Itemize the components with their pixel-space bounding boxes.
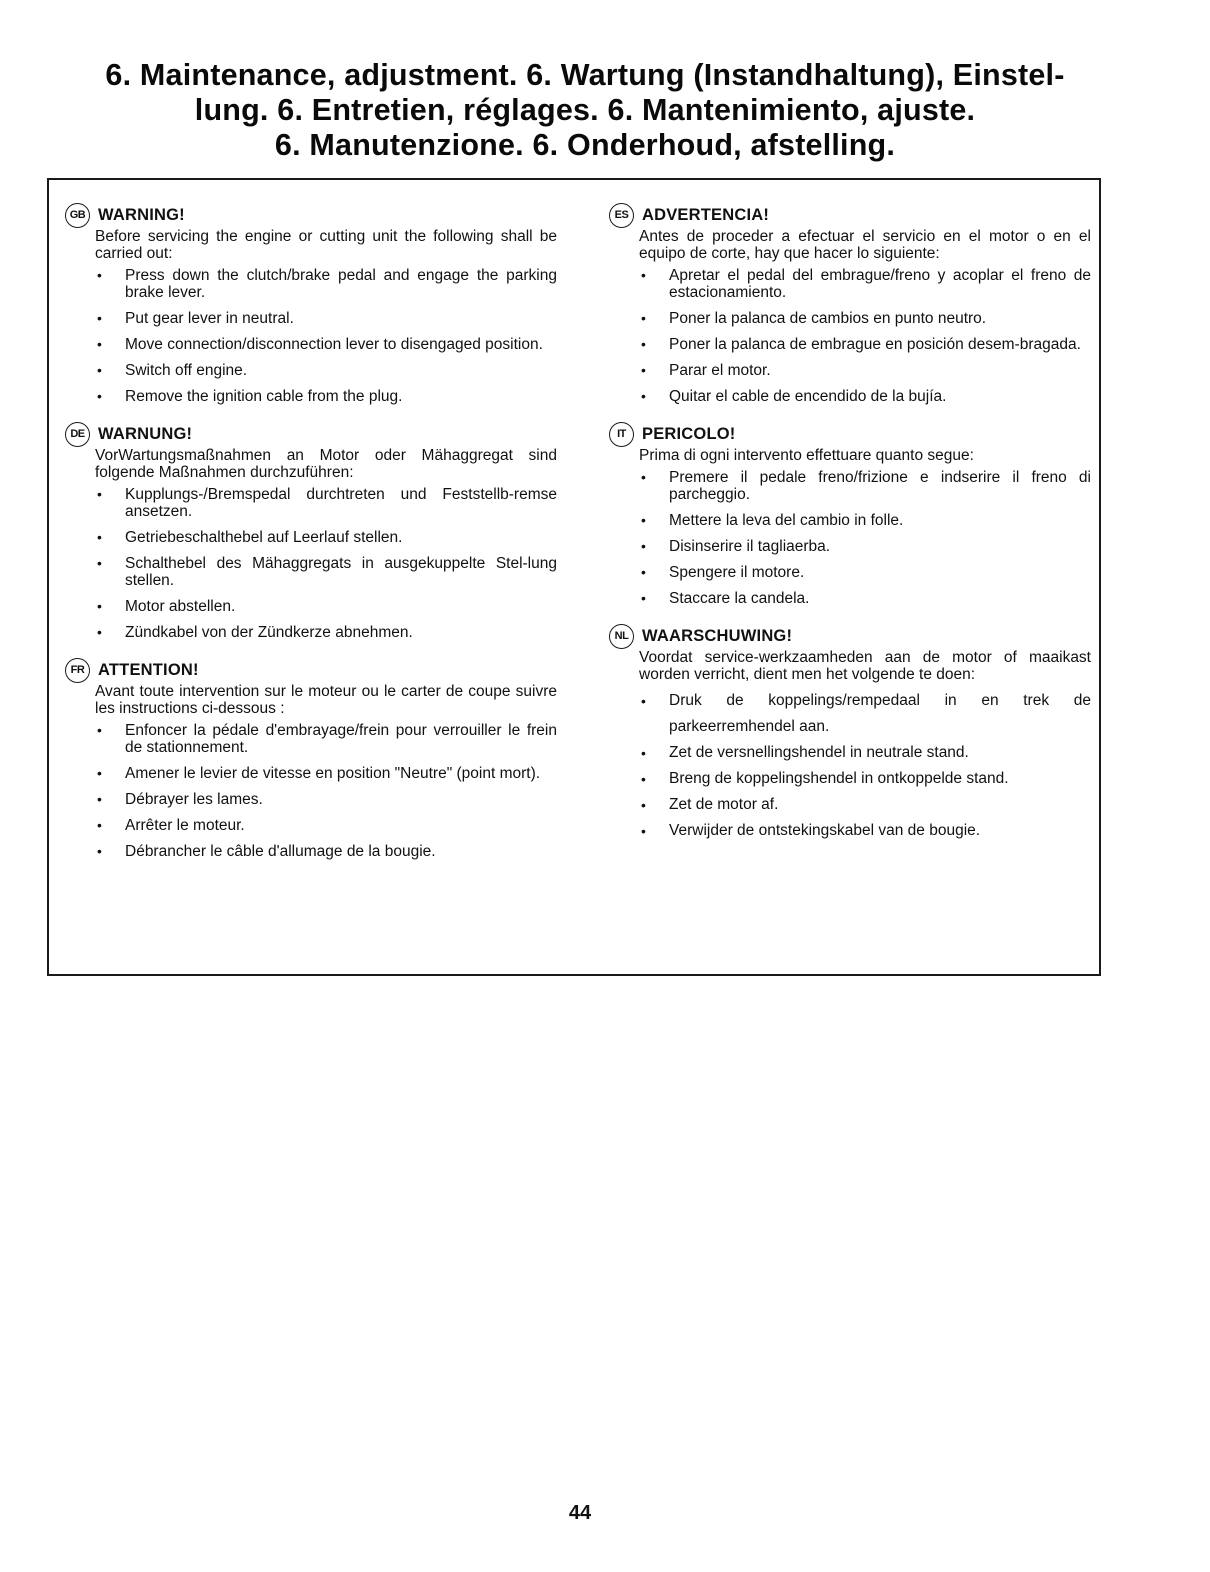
heading-text: WAARSCHUWING!	[642, 626, 793, 645]
list-item: • Zet de motor af.	[609, 792, 1091, 818]
title-line-1: 6. Maintenance, adjustment. 6. Wartung (Instandhaltung), Einstel-	[105, 58, 1065, 92]
gb-language-icon: GB	[65, 203, 90, 228]
intro-text: Avant toute intervention sur le moteur ou le carter de coupe suivre les instructions ci-dessous :	[95, 683, 557, 717]
instruction-list	[65, 267, 557, 405]
title-line-3: 6. Manutenzione. 6. Onderhoud, afstelling.	[274, 128, 896, 162]
page-title	[40, 58, 1130, 163]
section-heading	[65, 202, 557, 228]
list-item: • Verwijder de ontstekingskabel van de bougie.	[609, 818, 1091, 844]
list-item: • Remove the ignition cable from the plug.	[65, 388, 557, 405]
list-item: • Schalthebel des Mähaggregats in ausgekuppelte Stel-lung stellen.	[65, 555, 557, 589]
nl-language-icon: NL	[609, 624, 634, 649]
instruction-list	[65, 486, 557, 641]
list-item: • Staccare la candela.	[609, 590, 1091, 607]
es-language-icon: ES	[609, 203, 634, 228]
left-column	[65, 202, 557, 876]
list-item: • Disinserire il tagliaerba.	[609, 538, 1091, 555]
list-item: • Premere il pedale freno/frizione e indserire il freno di parcheggio.	[609, 469, 1091, 503]
instruction-list	[609, 469, 1091, 607]
intro-text: Prima di ogni intervento effettuare quanto segue:	[639, 447, 974, 464]
list-item: • Arrêter le moteur.	[65, 817, 557, 834]
section-heading	[65, 421, 557, 447]
it-language-icon: IT	[609, 422, 634, 447]
heading-text: PERICOLO!	[642, 424, 736, 443]
section-fr	[65, 657, 557, 860]
intro-text: VorWartungsmaßnahmen an Motor oder Mähaggregat sind folgende Maßnahmen durchzuführen:	[95, 447, 557, 481]
list-item: • Débrancher le câble d'allumage de la bougie.	[65, 843, 557, 860]
de-language-icon: DE	[65, 422, 90, 447]
heading-text: WARNING!	[98, 205, 185, 224]
list-item: • Quitar el cable de encendido de la bujía.	[609, 388, 1091, 405]
title-line-2: lung. 6. Entretien, réglages. 6. Mantenimiento, ajuste.	[194, 93, 976, 127]
list-item: • Enfoncer la pédale d'embrayage/frein pour verrouiller le frein de stationnement.	[65, 722, 557, 756]
list-item: • Poner la palanca de embrague en posición desem-bragada.	[609, 336, 1091, 353]
section-nl	[609, 623, 1091, 844]
section-it	[609, 421, 1091, 607]
list-item: • Apretar el pedal del embrague/freno y acoplar el freno de estacionamiento.	[609, 267, 1091, 301]
page-number: 44	[568, 1502, 592, 1524]
list-item: • Breng de koppelingshendel in ontkoppelde stand.	[609, 766, 1091, 792]
heading-text: ATTENTION!	[98, 660, 199, 679]
section-es	[609, 202, 1091, 405]
instruction-list	[609, 688, 1091, 844]
list-item: • Move connection/disconnection lever to disengaged position.	[65, 336, 557, 353]
list-item: • Spengere il motore.	[609, 564, 1091, 581]
section-heading	[609, 202, 1091, 228]
instruction-list	[65, 722, 557, 860]
list-item: • Mettere la leva del cambio in folle.	[609, 512, 1091, 529]
list-item: • Getriebeschalthebel auf Leerlauf stellen.	[65, 529, 557, 546]
section-de	[65, 421, 557, 641]
intro-text: Antes de proceder a efectuar el servicio en el motor o en el equipo de corte, hay que hacer lo siguiente:	[639, 228, 1091, 262]
heading-text: ADVERTENCIA!	[642, 205, 770, 224]
intro-text: Voordat service-werkzaamheden aan de motor of maaikast worden verricht, dient men het volgende te doen:	[639, 649, 1091, 683]
list-item: • Zündkabel von der Zündkerze abnehmen.	[65, 624, 557, 641]
warning-box	[47, 178, 1101, 976]
list-item: • Zet de versnellingshendel in neutrale stand.	[609, 740, 1091, 766]
list-item: • Poner la palanca de cambios en punto neutro.	[609, 310, 1091, 327]
intro-text: Before servicing the engine or cutting unit the following shall be carried out:	[95, 228, 557, 262]
list-item: • Druk de koppelings/rempedaal in en trek de parkeerremhendel aan.	[609, 688, 1091, 740]
list-item: • Kupplungs-/Bremspedal durchtreten und Feststellb-remse ansetzen.	[65, 486, 557, 520]
right-column	[609, 202, 1091, 860]
list-item: • Put gear lever in neutral.	[65, 310, 557, 327]
list-item: • Parar el motor.	[609, 362, 1091, 379]
section-heading	[609, 421, 1091, 447]
list-item: • Press down the clutch/brake pedal and engage the parking brake lever.	[65, 267, 557, 301]
section-heading	[609, 623, 1091, 649]
instruction-list	[609, 267, 1091, 405]
fr-language-icon: FR	[65, 658, 90, 683]
section-heading	[65, 657, 557, 683]
list-item: • Motor abstellen.	[65, 598, 557, 615]
section-gb	[65, 202, 557, 405]
list-item: • Débrayer les lames.	[65, 791, 557, 808]
list-item: • Switch off engine.	[65, 362, 557, 379]
heading-text: WARNUNG!	[98, 424, 193, 443]
list-item: • Amener le levier de vitesse en position "Neutre" (point mort).	[65, 765, 557, 782]
